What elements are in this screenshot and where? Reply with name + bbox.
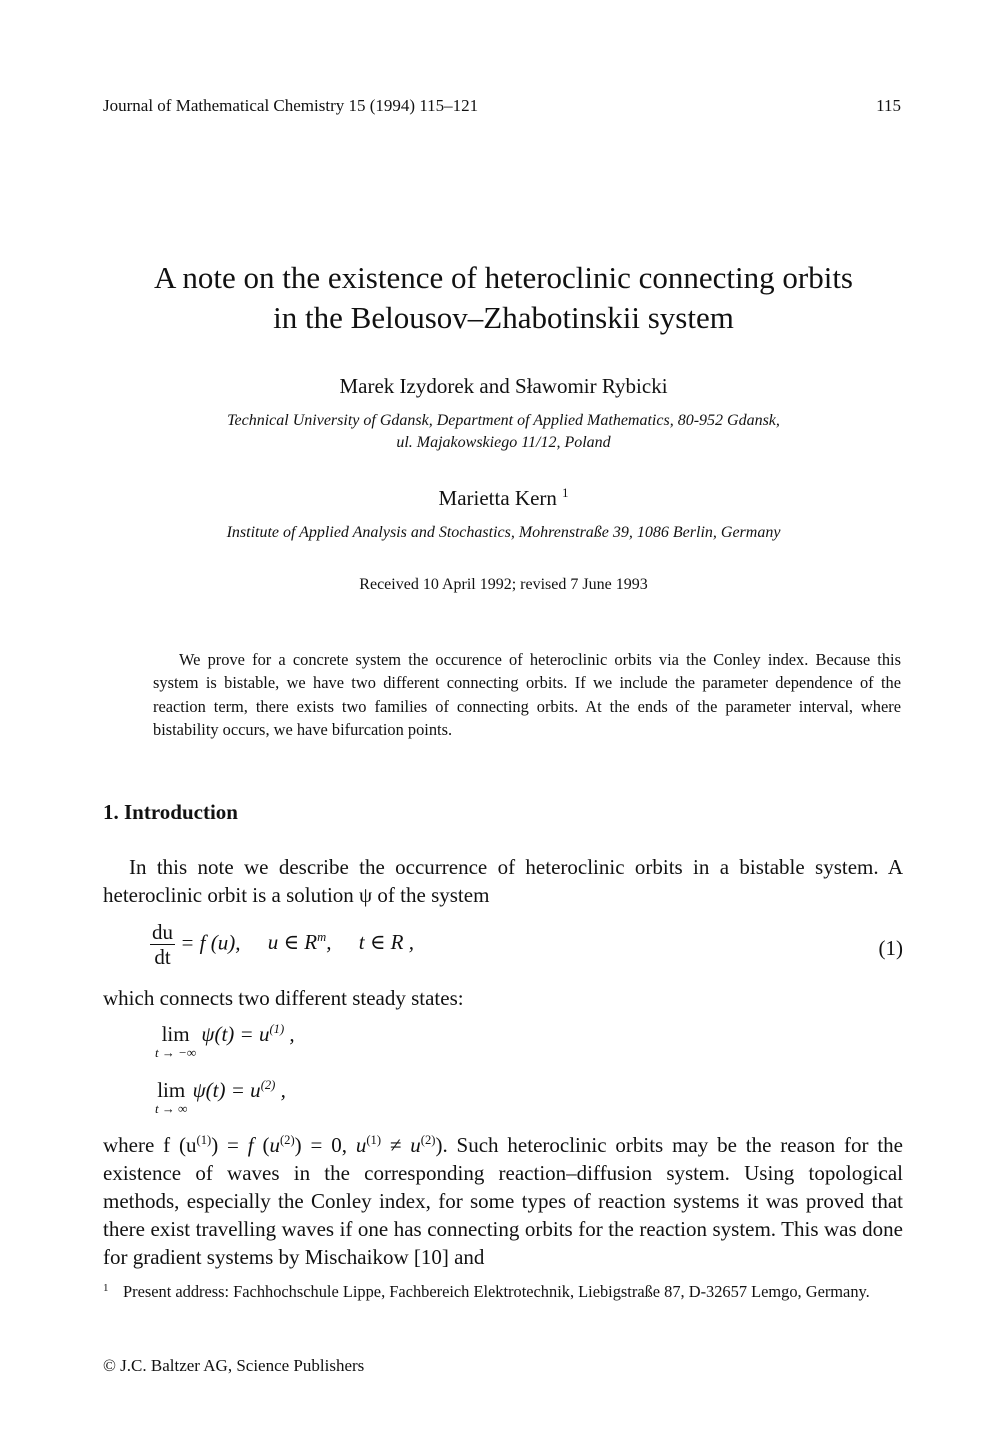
paragraph-rest: ). Such heteroclinic orbits may be the reason for the existence of waves in the corresponding reaction–diffusion system. Using topological methods, especially the Conley index, for some types of reaction systems it was proved that there exist travelling waves if one has connecting orbits for the reaction system. This was done for gradient systems by Mischaikow [10] and [103, 1133, 903, 1269]
limit-body: ψ(t) = u [192, 1078, 261, 1102]
affiliation-1 [0, 410, 1007, 454]
page-number: 115 [876, 96, 901, 115]
lim-subscript: t → ∞ [155, 1101, 188, 1116]
author-group-1: Marek Izydorek and Sławomir Rybicki [339, 374, 668, 398]
author-name: Marietta Kern [438, 486, 557, 510]
limit-operator [155, 1022, 196, 1059]
footnote [103, 1280, 903, 1303]
equation-1 [150, 920, 414, 969]
title-line-2: in the Belousov–Zhabotinskii system [273, 300, 734, 335]
author-group-2 [0, 486, 1007, 511]
copyright: © J.C. Baltzer AG, Science Publishers [103, 1356, 365, 1375]
footnote-ref: 1 [562, 486, 569, 500]
intro-paragraph-1: In this note we describe the occurrence of heteroclinic orbits in a bistable system. A heteroclinic orbit is a solution ψ of the system [103, 855, 903, 907]
running-head: Journal of Mathematical Chemistry 15 (1994) 115–121 [103, 96, 479, 115]
limit-operator [155, 1078, 187, 1115]
limit-tail: , [275, 1078, 286, 1102]
section-heading: 1. Introduction [103, 800, 238, 824]
equation-domain-t: t ∈ R , [358, 930, 414, 955]
intro-paragraph-3: where f $(u^{(1)}) = f$ $(u^{(2)}) = 0$, $u^{(1)} \ne u^{(2)}$). Such heteroclinic orbits may be the reason for the existence of waves in the corresponding reaction–diffusion system. Using topological methods, especially the Conley index, for some types of reaction systems it was proved that there exist travelling waves if one has connecting orbits for the reaction system. This was done for gradient systems by Mischaikow [10] and [103, 1133, 903, 1269]
limit-tail: , [284, 1022, 295, 1046]
abstract: We prove for a concrete system the occurence of heteroclinic orbits via the Conley index. Because this system is bistable, we have two different connecting orbits. If we include the parameter dependence of the reaction term, there exists two families of connecting orbits. At the ends of the parameter interval, where bistability occurs, we have bifurcation points. [153, 650, 901, 740]
limit-2 [155, 1078, 286, 1115]
intro-paragraph-2: which connects two different steady states: [103, 986, 464, 1010]
limit-body: ψ(t) = u [201, 1022, 270, 1046]
limit-superscript: (2) [260, 1078, 276, 1092]
received-dates: Received 10 April 1992; revised 7 June 1993 [359, 576, 648, 593]
limit-superscript: (1) [269, 1022, 285, 1036]
footnote-text: Present address: Fachhochschule Lippe, Fachbereich Elektrotechnik, Liebigstraße 87, D-32657 Lemgo, Germany. [123, 1282, 870, 1301]
lim-text: lim [161, 1022, 190, 1046]
title-line-1: A note on the existence of heteroclinic connecting orbits [154, 260, 853, 295]
equation-label: (1) [878, 936, 903, 960]
fraction-numerator: du [152, 920, 173, 944]
limit-1 [155, 1022, 295, 1059]
fraction-denominator: dt [154, 945, 171, 969]
equation-domain-u: u ∈ $R^m$, [267, 930, 332, 955]
affiliation-2: Institute of Applied Analysis and Stochastics, Mohrenstraße 39, 1086 Berlin, Germany [226, 524, 781, 541]
lim-text: lim [157, 1078, 186, 1102]
domain-u-text: u ∈ R [267, 930, 318, 955]
affiliation-1-line-1: Technical University of Gdansk, Department of Applied Mathematics, 80-952 Gdansk, [227, 412, 780, 429]
where-clause: where f (u [103, 1133, 197, 1157]
domain-u-exponent: m [317, 930, 327, 945]
affiliation-1-line-2: ul. Majakowskiego 11/12, Poland [396, 434, 611, 451]
paper-title [60, 258, 947, 338]
equation-rhs: = f (u), [180, 930, 241, 955]
derivative-fraction [150, 920, 175, 969]
lim-subscript: t → −∞ [155, 1045, 197, 1060]
footnote-mark: 1 [103, 1282, 109, 1294]
